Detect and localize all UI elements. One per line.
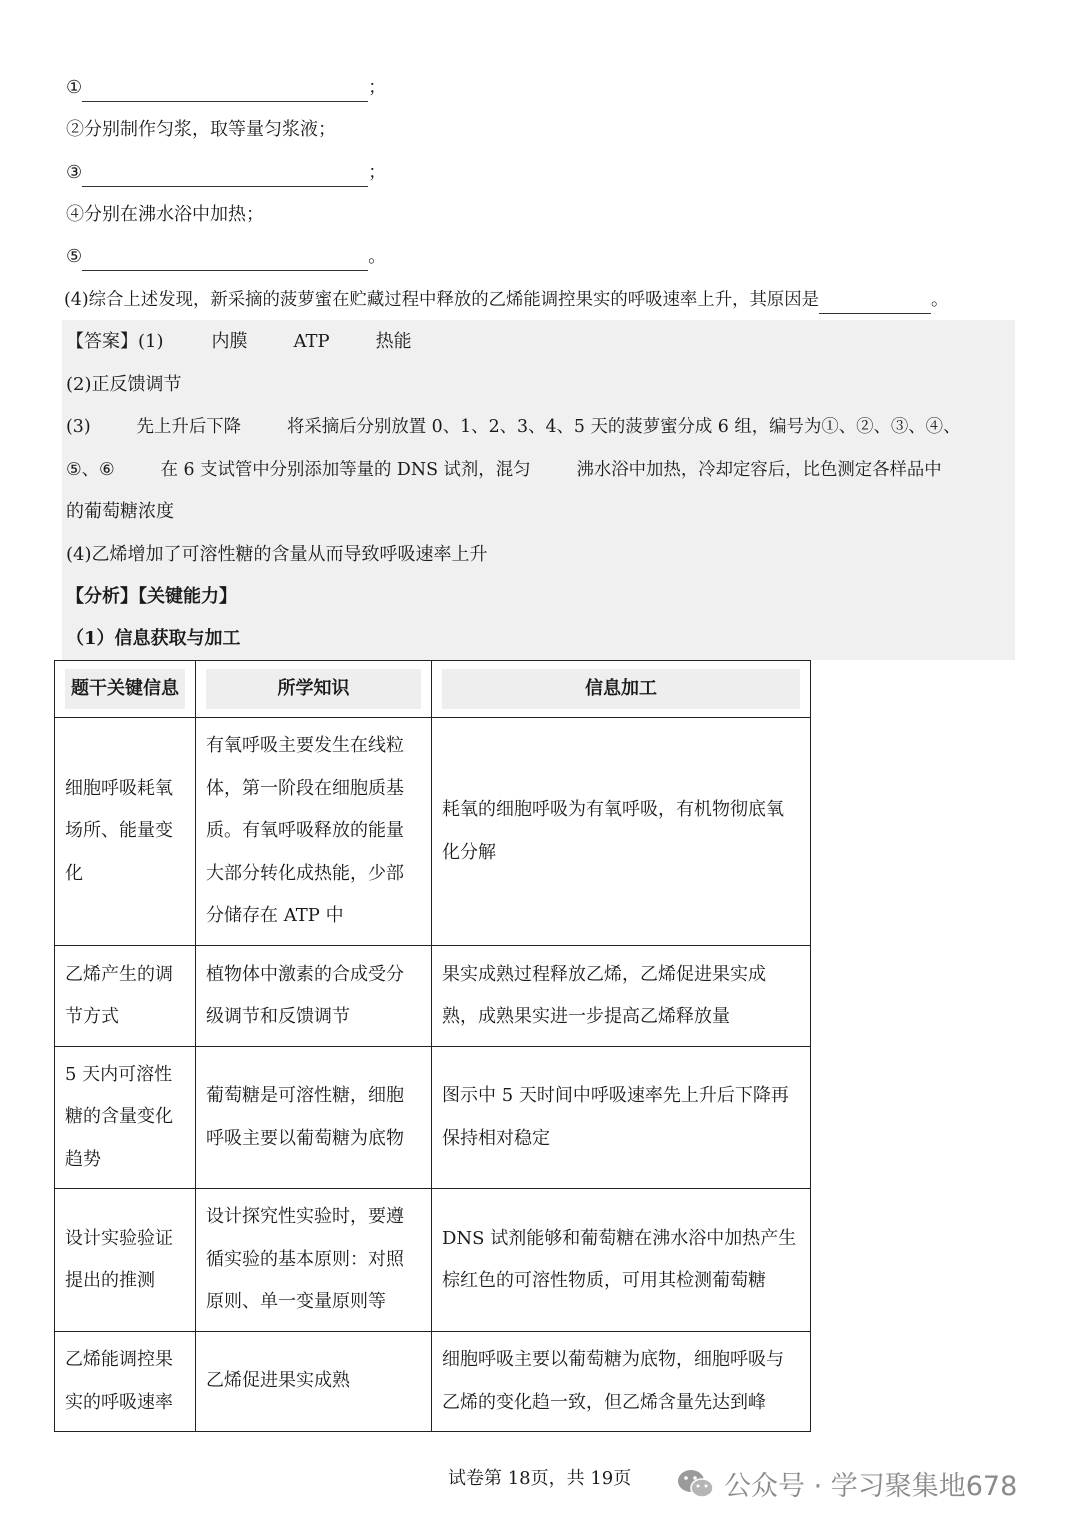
wechat-icon <box>676 1467 716 1501</box>
answer-line-2: (2)正反馈调节 <box>66 374 182 395</box>
table-cell: 设计实验验证提出的推测 <box>55 1189 196 1332</box>
answer-item: 内膜 <box>211 331 248 352</box>
table-cell: 有氧呼吸主要发生在线粒体，第一阶段在细胞质基质。有氧呼吸释放的能量大部分转化成热能，少部分储存在 ATP 中 <box>196 718 432 946</box>
table-header: 信息加工 <box>432 661 811 718</box>
analysis-subtitle: （1）信息获取与加工 <box>66 628 241 649</box>
answer-line-4: ⑤、⑥ 在 6 支试管中分别添加等量的 DNS 试剂，混匀 沸水浴中加热，冷却定容后，比色测定各样品中 <box>66 460 942 480</box>
step-3-number: ③ <box>66 162 83 183</box>
answer-line-6: (4)乙烯增加了可溶性糖的含量从而导致呼吸速率上升 <box>66 544 488 565</box>
analysis-label: 【分析】【关键能力】 <box>66 586 237 607</box>
step-1: ① ； <box>66 74 386 102</box>
table-row <box>55 1332 811 1432</box>
watermark-text: 公众号 · 学习聚集地678 <box>724 1471 1018 1502</box>
question-4: (4)综合上述发现，新采摘的菠萝蜜在贮藏过程中释放的乙烯能调控果实的呼吸速率上升，其原因是 。 <box>64 286 948 314</box>
watermark <box>676 1464 1017 1503</box>
step-1-number: ① <box>66 77 83 98</box>
answer-line-1: 【答案】(1) 内膜 ATP 热能 <box>66 331 412 352</box>
page-footer: 试卷第 18页，共 19页 <box>448 1468 632 1489</box>
answer-line-5: 的葡萄糖浓度 <box>66 501 174 522</box>
answer-blank[interactable] <box>82 164 368 187</box>
answer-blank[interactable] <box>819 291 931 314</box>
table-cell: 乙烯能调控果实的呼吸速率 <box>55 1332 196 1432</box>
answer-item: ATP <box>293 331 330 352</box>
table-cell: 5 天内可溶性糖的含量变化趋势 <box>55 1047 196 1189</box>
table-cell: 细胞呼吸主要以葡萄糖为底物，细胞呼吸与乙烯的变化趋一致，但乙烯含量先达到峰 <box>432 1332 811 1432</box>
table-cell: 果实成熟过程释放乙烯，乙烯促进果实成熟，成熟果实进一步提高乙烯释放量 <box>432 946 811 1047</box>
table-cell: 乙烯产生的调节方式 <box>55 946 196 1047</box>
table-cell: DNS 试剂能够和葡萄糖在沸水浴中加热产生棕红色的可溶性物质，可用其检测葡萄糖 <box>432 1189 811 1332</box>
table-cell: 耗氧的细胞呼吸为有氧呼吸，有机物彻底氧化分解 <box>432 718 811 946</box>
table-header-row <box>55 661 811 718</box>
step-2: ②分别制作匀浆，取等量匀浆液； <box>66 119 336 140</box>
key-info-table <box>54 660 811 1432</box>
answer-blank[interactable] <box>82 79 368 102</box>
table-row <box>55 1189 811 1332</box>
answer-item: 热能 <box>375 331 412 352</box>
step-5-number: ⑤ <box>66 246 83 267</box>
step-4: ④分别在沸水浴中加热； <box>66 204 264 225</box>
table-header: 所学知识 <box>196 661 432 718</box>
answer-label: 【答案】 <box>66 331 138 352</box>
answer-blank[interactable] <box>82 248 368 271</box>
table-row <box>55 1047 811 1189</box>
table-cell: 植物体中激素的合成受分级调节和反馈调节 <box>196 946 432 1047</box>
table-row <box>55 718 811 946</box>
step-3: ③ ； <box>66 159 386 187</box>
table-cell: 葡萄糖是可溶性糖，细胞呼吸主要以葡萄糖为底物 <box>196 1047 432 1189</box>
table-cell: 乙烯促进果实成熟 <box>196 1332 432 1432</box>
table-row <box>55 946 811 1047</box>
table-cell: 图示中 5 天时间中呼吸速率先上升后下降再保持相对稳定 <box>432 1047 811 1189</box>
table-cell: 细胞呼吸耗氧场所、能量变化 <box>55 718 196 946</box>
table-header: 题干关键信息 <box>55 661 196 718</box>
step-5: ⑤ 。 <box>66 243 386 271</box>
table-cell: 设计探究性实验时，要遵循实验的基本原则：对照原则、单一变量原则等 <box>196 1189 432 1332</box>
answer-line-3: (3) 先上升后下降 将采摘后分别放置 0、1、2、3、4、5 天的菠萝蜜分成 6 组，编号为①、②、③、④、 <box>66 417 961 437</box>
